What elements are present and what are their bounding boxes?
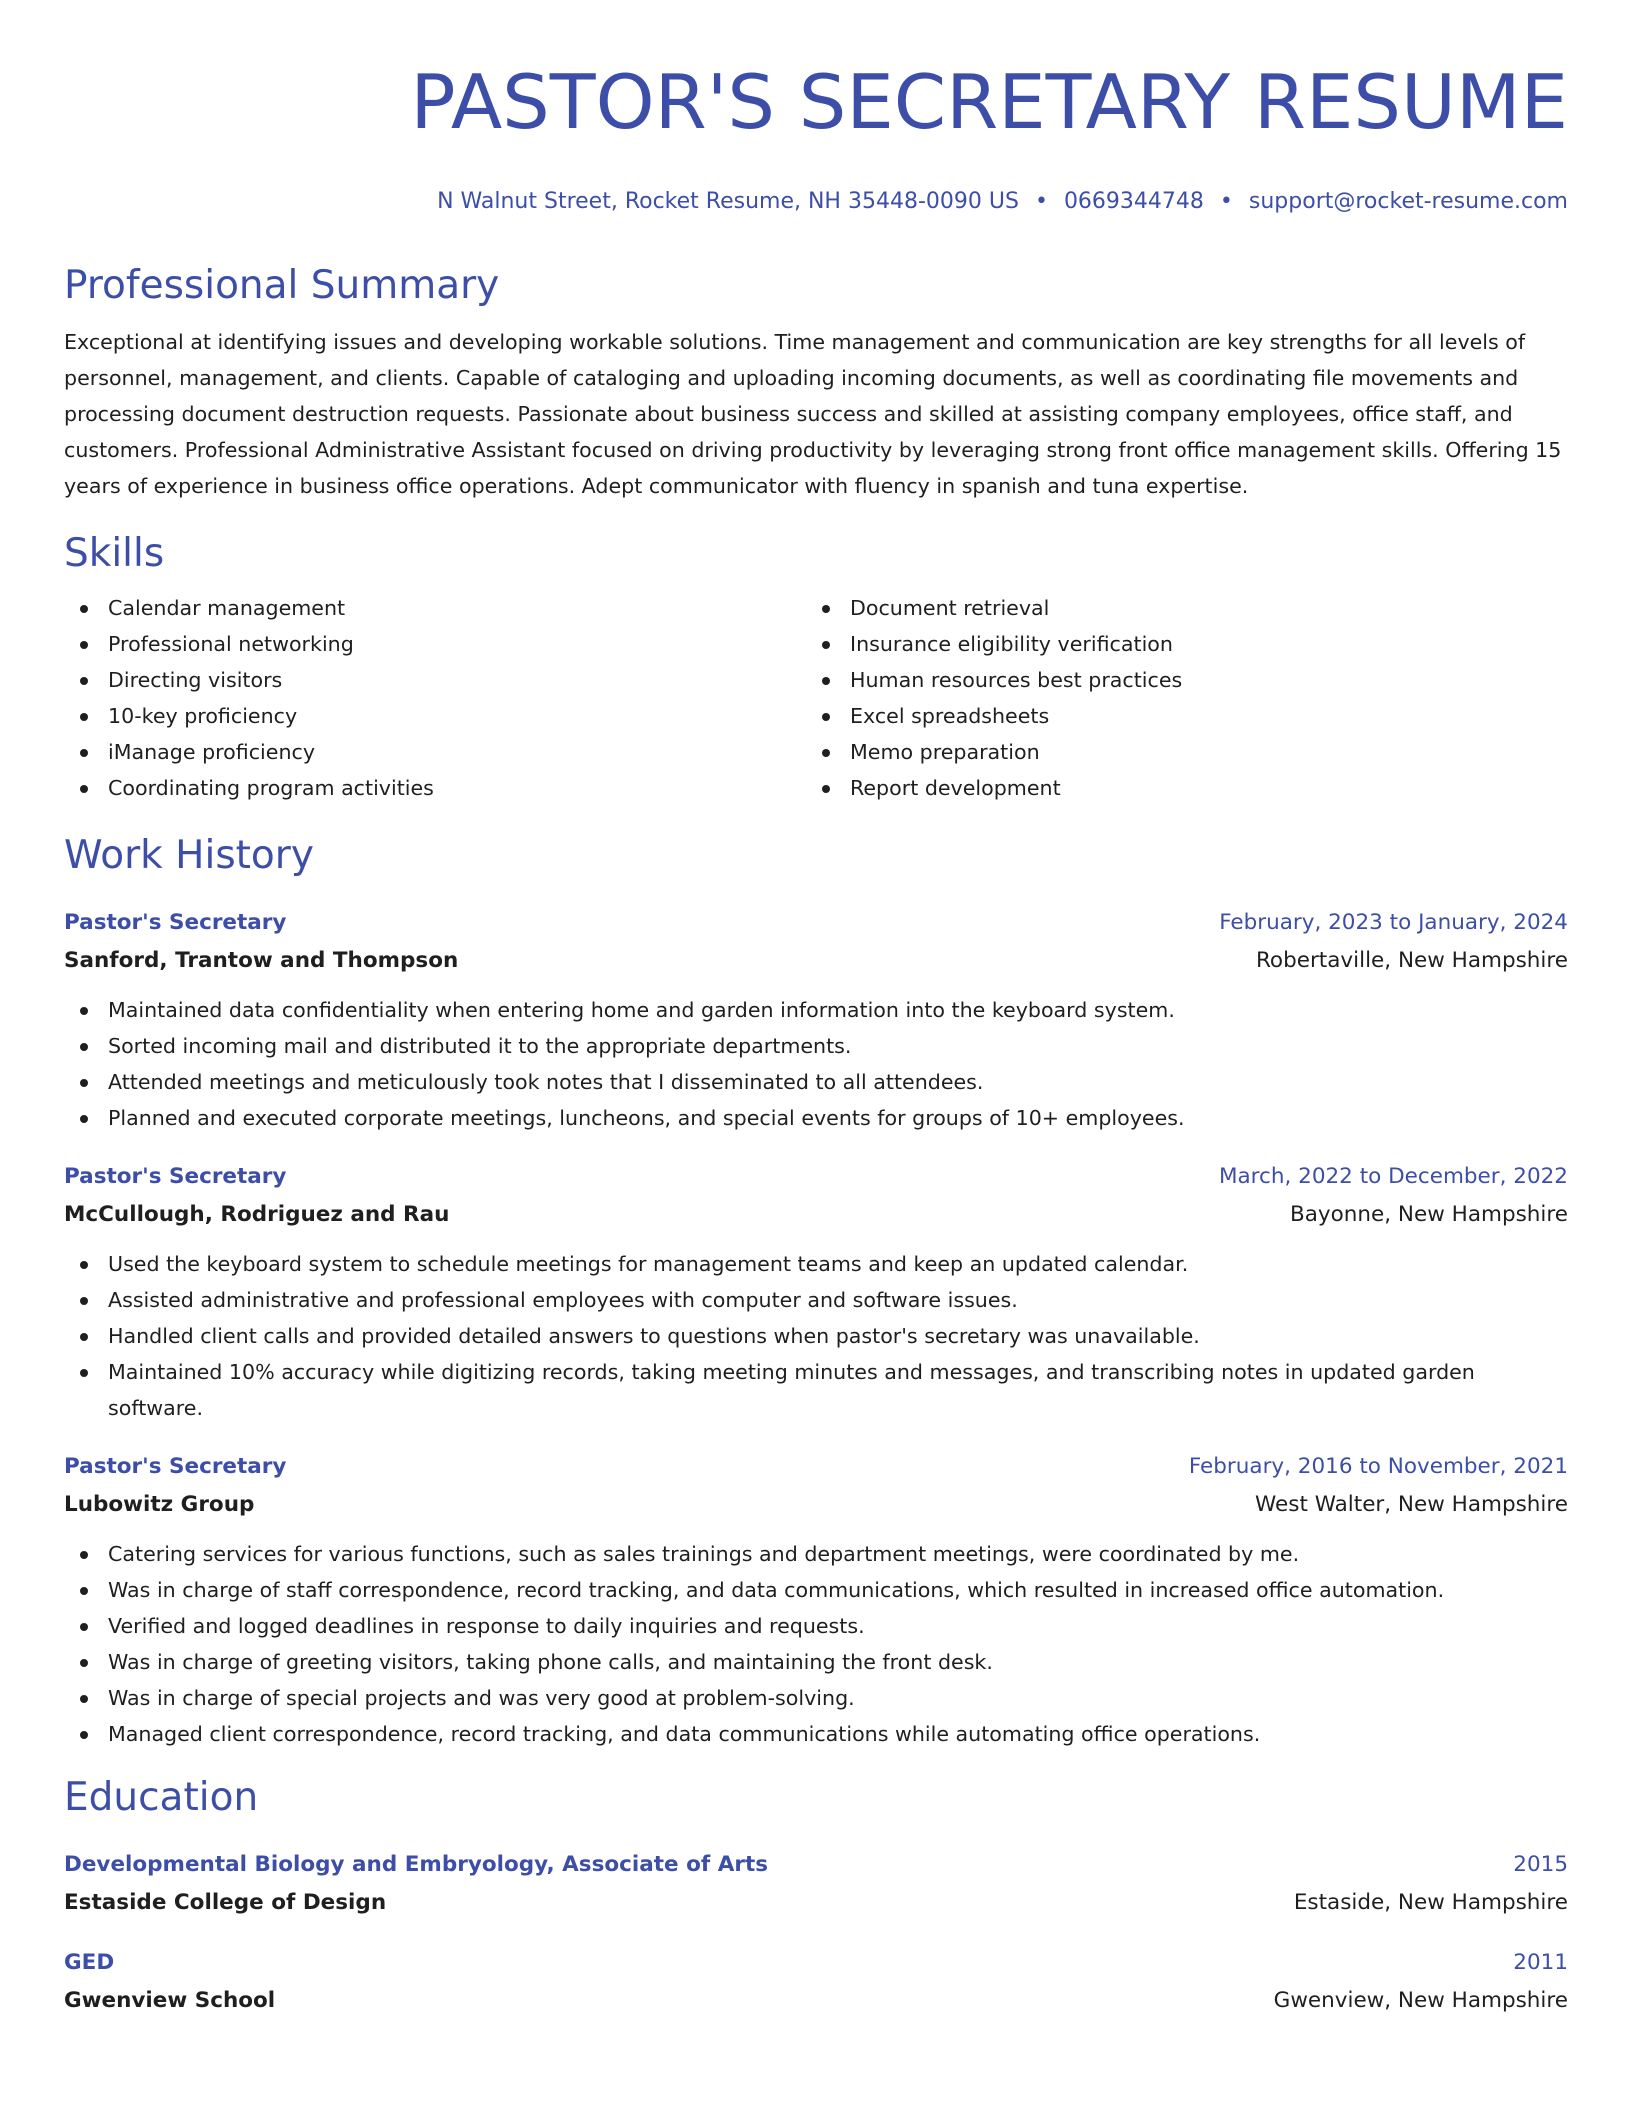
job-company: Sanford, Trantow and Thompson xyxy=(64,948,459,973)
education-location: Estaside, New Hampshire xyxy=(1293,1890,1568,1915)
job-bullet: Managed client correspondence, record tracking, and data communications while automating office operations. xyxy=(64,1716,1568,1752)
skill-item: Report development xyxy=(806,770,1548,806)
job-header-row xyxy=(64,904,1568,942)
job-bullet: Handled client calls and provided detailed answers to questions when pastor's secretary was unavailable. xyxy=(64,1318,1568,1354)
education-school: Gwenview School xyxy=(64,1988,276,2013)
skills-column-left xyxy=(64,590,806,806)
job-entry xyxy=(64,904,1568,1136)
job-bullet: Attended meetings and meticulously took notes that I disseminated to all attendees. xyxy=(64,1064,1568,1100)
job-bullet: Was in charge of greeting visitors, taking phone calls, and maintaining the front desk. xyxy=(64,1644,1568,1680)
education-header-row xyxy=(64,1944,1568,1982)
education-entry xyxy=(64,1846,1568,1922)
education-year: 2015 xyxy=(1513,1852,1568,1877)
job-bullet: Sorted incoming mail and distributed it to the appropriate departments. xyxy=(64,1028,1568,1064)
job-bullets xyxy=(64,1246,1568,1426)
skills-heading: Skills xyxy=(64,531,165,576)
education-degree: Developmental Biology and Embryology, Associate of Arts xyxy=(64,1852,769,1877)
job-company: McCullough, Rodriguez and Rau xyxy=(64,1202,450,1227)
education-location: Gwenview, New Hampshire xyxy=(1273,1988,1568,2013)
skill-item: Directing visitors xyxy=(64,662,806,698)
education-heading: Education xyxy=(64,1775,259,1820)
job-bullet: Verified and logged deadlines in response to daily inquiries and requests. xyxy=(64,1608,1568,1644)
job-role: Pastor's Secretary xyxy=(64,1454,287,1479)
summary-heading: Professional Summary xyxy=(64,263,500,308)
skill-item: Coordinating program activities xyxy=(64,770,806,806)
contact-line xyxy=(64,188,1568,216)
skill-item: Insurance eligibility verification xyxy=(806,626,1548,662)
job-company: Lubowitz Group xyxy=(64,1492,255,1517)
job-dates: March, 2022 to December, 2022 xyxy=(1218,1164,1568,1189)
contact-phone: 0669344748 xyxy=(1063,189,1204,214)
education-header-row xyxy=(64,1846,1568,1884)
resume-title: PASTOR'S SECRETARY RESUME xyxy=(410,58,1568,146)
skill-item: Document retrieval xyxy=(806,590,1548,626)
job-bullets xyxy=(64,1536,1568,1752)
job-bullet: Used the keyboard system to schedule meetings for management teams and keep an updated calendar. xyxy=(64,1246,1568,1282)
job-bullet: Was in charge of staff correspondence, record tracking, and data communications, which resulted in increased office automation. xyxy=(64,1572,1568,1608)
job-bullet: Assisted administrative and professional employees with computer and software issues. xyxy=(64,1282,1568,1318)
education-school-row xyxy=(64,1982,1568,2020)
contact-separator: • xyxy=(1034,189,1048,214)
work-history-heading: Work History xyxy=(64,833,314,878)
job-bullet: Planned and executed corporate meetings, luncheons, and special events for groups of 10+ employees. xyxy=(64,1100,1568,1136)
job-header-row xyxy=(64,1448,1568,1486)
job-location: West Walter, New Hampshire xyxy=(1255,1492,1568,1517)
skill-item: Professional networking xyxy=(64,626,806,662)
job-entry xyxy=(64,1158,1568,1426)
job-role: Pastor's Secretary xyxy=(64,1164,287,1189)
job-location: Bayonne, New Hampshire xyxy=(1289,1202,1568,1227)
contact-email[interactable]: support@rocket-resume.com xyxy=(1248,189,1568,214)
skill-item: iManage proficiency xyxy=(64,734,806,770)
job-company-row xyxy=(64,942,1568,980)
job-bullet: Maintained data confidentiality when entering home and garden information into the keyboard system. xyxy=(64,992,1568,1028)
education-school: Estaside College of Design xyxy=(64,1890,387,1915)
education-degree: GED xyxy=(64,1950,115,1975)
job-bullet: Was in charge of special projects and was very good at problem-solving. xyxy=(64,1680,1568,1716)
education-entry xyxy=(64,1944,1568,2020)
job-dates: February, 2023 to January, 2024 xyxy=(1219,910,1568,935)
job-location: Robertaville, New Hampshire xyxy=(1255,948,1568,973)
job-role: Pastor's Secretary xyxy=(64,910,287,935)
resume-page xyxy=(64,52,1568,2020)
job-bullet: Catering services for various functions, such as sales trainings and department meetings, were coordinated by me. xyxy=(64,1536,1568,1572)
job-company-row xyxy=(64,1486,1568,1524)
contact-separator: • xyxy=(1219,189,1233,214)
job-entry xyxy=(64,1448,1568,1752)
contact-address: N Walnut Street, Rocket Resume, NH 35448-0090 US xyxy=(437,189,1019,214)
skills-column-right xyxy=(806,590,1548,806)
skill-item: Human resources best practices xyxy=(806,662,1548,698)
skills-list xyxy=(64,590,1568,806)
skill-item: 10-key proficiency xyxy=(64,698,806,734)
job-dates: February, 2016 to November, 2021 xyxy=(1188,1454,1568,1479)
skill-item: Calendar management xyxy=(64,590,806,626)
job-header-row xyxy=(64,1158,1568,1196)
job-bullets xyxy=(64,992,1568,1136)
job-bullet: Maintained 10% accuracy while digitizing records, taking meeting minutes and messages, and transcribing notes in updated garden software. xyxy=(64,1354,1568,1426)
education-year: 2011 xyxy=(1513,1950,1568,1975)
education-school-row xyxy=(64,1884,1568,1922)
skill-item: Excel spreadsheets xyxy=(806,698,1548,734)
job-company-row xyxy=(64,1196,1568,1234)
summary-text: Exceptional at identifying issues and developing workable solutions. Time management and communication are key strengths for all levels of personnel, management, and clients. Capable of cataloging and uploading incoming documents, as well as coordinating file movements and processing document destruction requests. Passionate about business success and skilled at assisting company employees, office staff, and customers. Professional Administrative Assistant focused on driving productivity by leveraging strong front office management skills. Offering 15 years of experience in business office operations. Adept communicator with fluency in spanish and tuna expertise. xyxy=(64,330,1562,498)
skill-item: Memo preparation xyxy=(806,734,1548,770)
